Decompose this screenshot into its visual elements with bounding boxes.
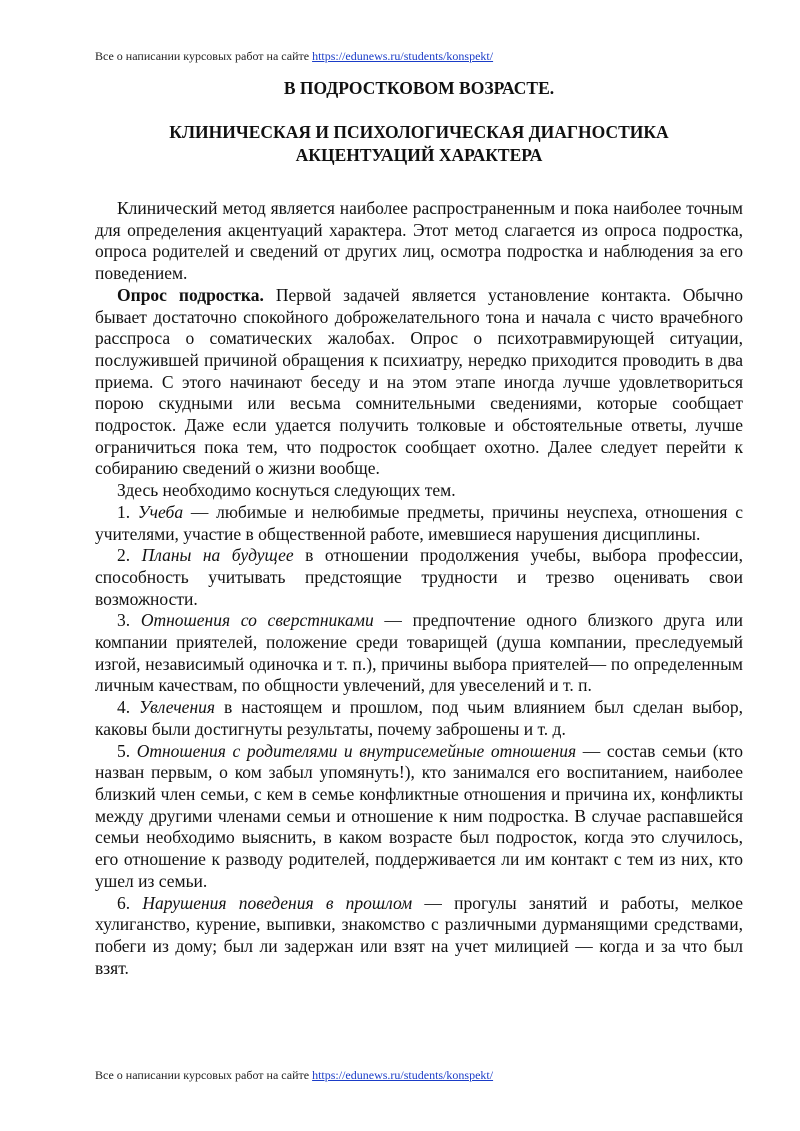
section-title: В ПОДРОСТКОВОМ ВОЗРАСТЕ. [283, 78, 555, 98]
item-number: 2. [117, 545, 142, 566]
list-item [95, 893, 743, 980]
item-title: Отношения с родителями и внутрисемейные отношения [136, 740, 577, 761]
item-number: 5. [117, 740, 137, 761]
item-title: Нарушения поведения в прошлом [142, 892, 413, 913]
chapter-title-line-1: КЛИНИЧЕСКАЯ И ПСИХОЛОГИЧЕСКАЯ ДИАГНОСТИКА [169, 122, 669, 142]
item-text: в отношении продолжения учебы, выбора профессии, способность учитывать предстоящие трудности и трезво оценивать свои возможности. [95, 545, 744, 609]
item-title: Отношения со сверстниками [140, 610, 374, 631]
paragraph-survey-heading: Опрос подростка. [117, 284, 264, 305]
list-item [95, 545, 743, 610]
item-number: 1. [117, 501, 138, 522]
item-text: — состав семьи (кто назван первым, о ком забыл упомянуть!), кто занимался его воспитанием, наиболее близкий член семьи, с кем в семье конфликтные отношения и причина их, конфликты между другими членами семьи и отношение к ним подростка. В случае распавшейся семьи необходимо выяснить, в каком возрасте был подросток, когда это случилось, его отношение к разводу родителей, поддерживается ли им контакт с тем из них, кто ушел из семьи. [95, 740, 743, 891]
item-number: 3. [117, 610, 141, 631]
paragraph-survey-text: Первой задачей является установление контакта. Обычно бывает достаточно спокойного доброжелательного тона и начала с чисто врачебного расспроса о соматических жалобах. Опрос о психотравмирующей ситуации, послужившей причиной обращения к психиатру, нередко приходится проводить в два приема. С этого начинают беседу и на этом этапе иногда лучше удовлетвориться порою скудными или весьма сомнительными сведениями, которые сообщает подросток. Даже если удается получить толковые и обстоятельные ответы, лучше ограничиться пока тем, что подросток сообщает охотно. Далее следует перейти к собиранию сведений о жизни вообще. [95, 284, 744, 479]
item-text: в настоящем и прошлом, под чьим влиянием был сделан выбор, каковы были достигнуты результаты, почему заброшены и т. д. [95, 697, 744, 739]
item-text: — любимые и нелюбимые предметы, причины неуспеха, отношения с учителями, участие в общественной работе, имевшиеся нарушения дисциплины. [95, 501, 743, 544]
list-item [95, 610, 743, 697]
page-header [95, 49, 493, 64]
item-number: 6. [117, 892, 143, 913]
item-title: Учеба [137, 501, 184, 522]
list-item [95, 741, 743, 893]
page-footer [95, 1068, 493, 1083]
header-text: Все о написании курсовых работ на сайте [95, 49, 313, 63]
footer-text: Все о написании курсовых работ на сайте [95, 1068, 313, 1082]
header-link[interactable]: https://edunews.ru/students/konspekt/ [312, 49, 494, 63]
chapter-title-line-2: АКЦЕНТУАЦИЙ ХАРАКТЕРА [295, 145, 543, 165]
paragraph-intro: Клинический метод является наиболее распространенным и пока наиболее точным для определения акцентуаций характера. Этот метод слагается из опроса подростка, опроса родителей и сведений от других лиц, осмотра подростка и наблюдения за его поведением. [95, 198, 743, 284]
item-number: 4. [117, 697, 140, 718]
item-text: — предпочтение одного близкого друга или компании приятелей, положение среди товарищей (душа компании, преследуемый изгой, независимый одиночка и т. п.), причины выбора приятелей— по определенным личным качествам, по общности увлечений, для увеселений и т. п. [95, 610, 743, 696]
paragraph-topics: Здесь необходимо коснуться следующих тем. [117, 480, 456, 501]
list-item [95, 502, 743, 545]
item-title: Планы на будущее [141, 545, 294, 566]
item-title: Увлечения [139, 697, 216, 718]
chapter-title [95, 121, 743, 167]
list-item [95, 697, 743, 740]
document-body [95, 198, 743, 979]
paragraph-survey [95, 285, 743, 480]
footer-link[interactable]: https://edunews.ru/students/konspekt/ [312, 1068, 494, 1082]
item-text: — прогулы занятий и работы, мелкое хулиганство, курение, выпивки, знакомство с различными дурманящими средствами, побеги из дому; был ли задержан или взят на учет милицией — когда и за что был взят. [95, 892, 743, 978]
